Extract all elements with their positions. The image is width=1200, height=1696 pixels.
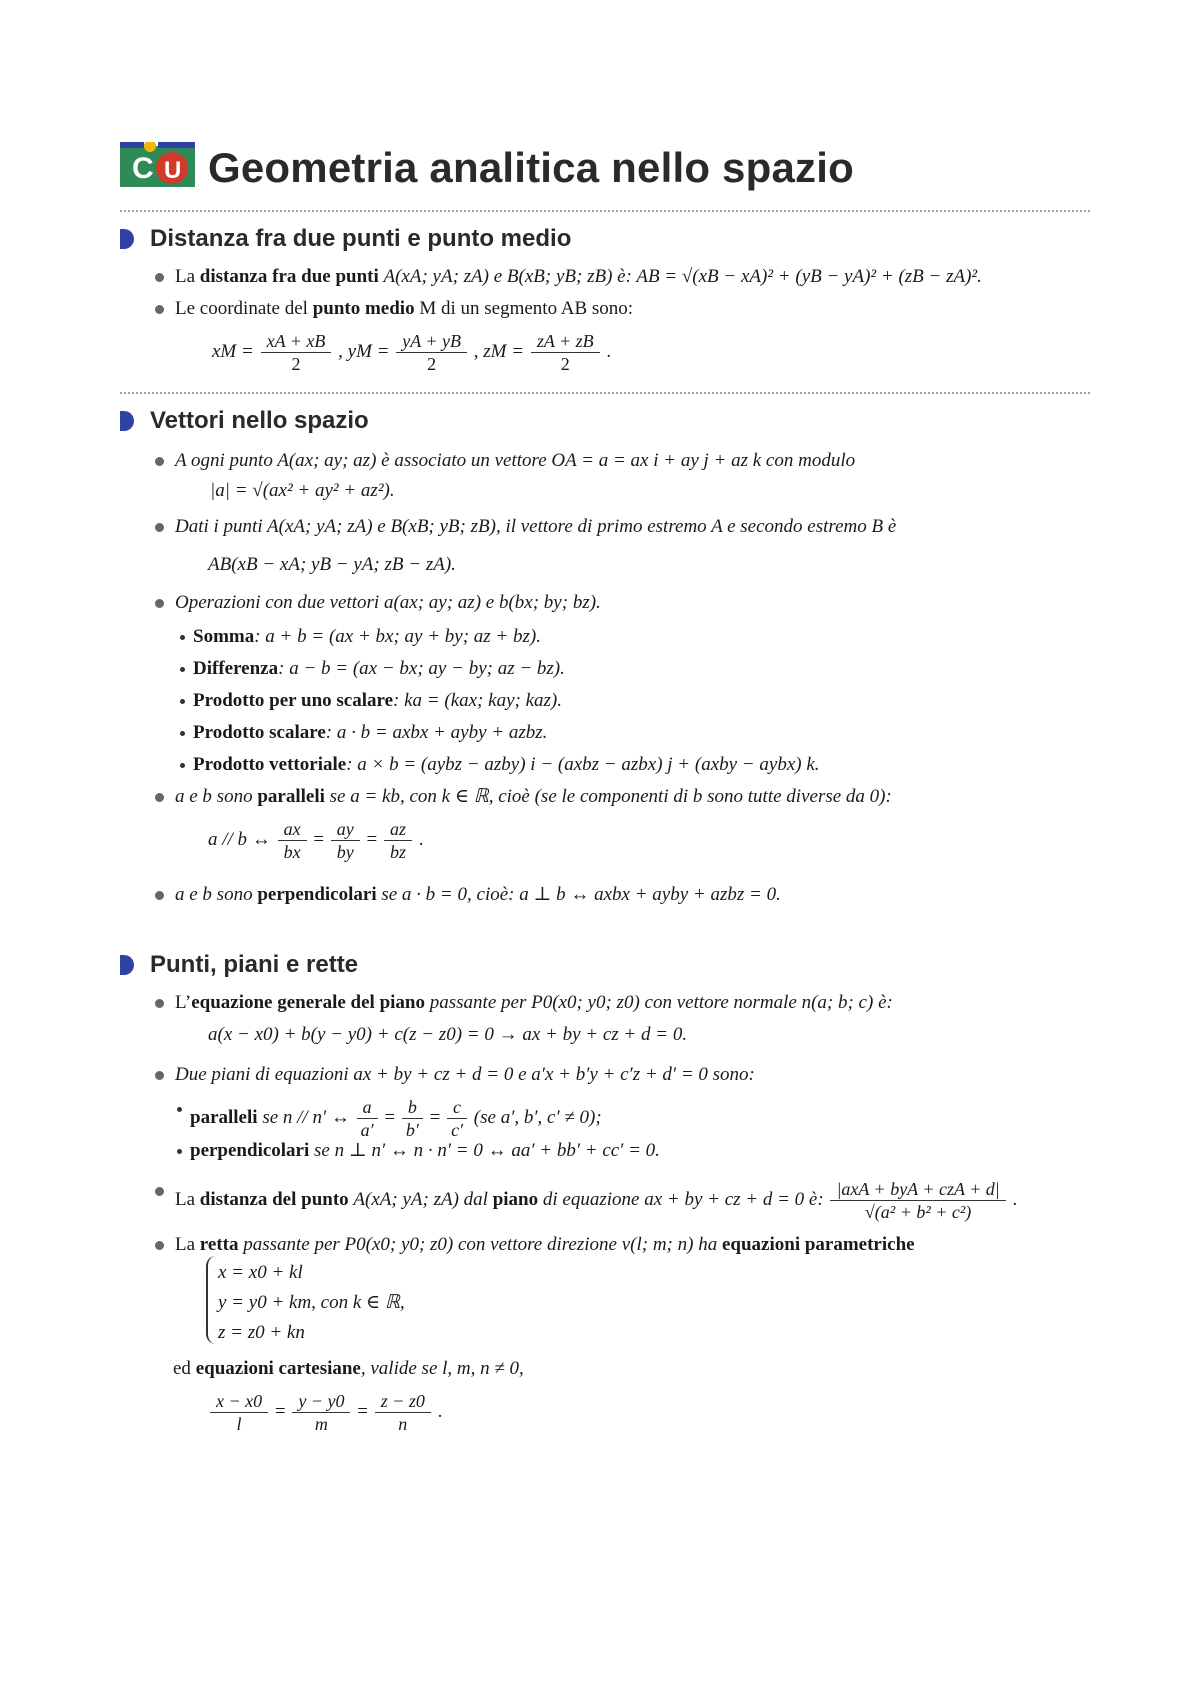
bullet-distanza: La distanza fra due punti A(xA; yA; zA) e B(xB; yB; zB) è: AB = √(xB − xA)² + (yB − yA)² + (zB − zA)². [175,264,982,290]
bullet-perpendicolari: a e b sono perpendicolari se a · b = 0, cioè: a ⊥ b ↔ axbx + ayby + azbz = 0. [175,882,781,908]
bullet-retta: La retta passante per P0(x0; y0; z0) con vettore direzione v(l; m; n) ha equazioni parametriche [175,1232,915,1258]
section-marker-icon [120,411,134,431]
op-somma: Somma: a + b = (ax + bx; ay + by; az + bz). [193,624,541,650]
section-heading-vettori: Vettori nello spazio [120,406,369,436]
bullet-due-piani: Due piani di equazioni ax + by + cz + d = 0 e a′x + b′y + c′z + d′ = 0 sono: [175,1062,755,1088]
chapter-logo-icon [120,142,195,187]
section-marker-icon [120,955,134,975]
bullet-equazione-piano: L’equazione generale del piano passante per P0(x0; y0; z0) con vettore normale n(a; b; c) è: [175,990,893,1016]
bullet-punto-medio: Le coordinate del punto medio M di un segmento AB sono: [175,296,633,322]
formula-punto-medio: xM = $\frac{xA + xB}{2}$ , yM = $\frac{yA + yB}{2}$ , zM = $\frac{zA + zB}{2}$ . [212,331,612,374]
op-differenza: Differenza: a − b = (ax − bx; ay − by; az − bz). [193,656,565,682]
svg-text:U: U [164,157,182,184]
divider [120,392,1090,394]
section-marker-icon [120,229,134,249]
svg-text:C: C [132,152,154,185]
piani-paralleli: paralleli se n // n′ ↔ $\frac{a}{a'}$ = $\frac{b}{b'}$ = $\frac{c}{c'}$ (se a′, b′, c′ ≠ 0); [190,1097,602,1140]
sistema-riga-1: x = x0 + kl [218,1262,303,1283]
divider [120,210,1090,212]
bullet-distanza-punto-piano: La distanza del punto A(xA; yA; zA) dal piano di equazione ax + by + cz + d = 0 è: $\frac{\text{|axA + byA + czA + d|}}{\text{√(a² + b² + c²)}}$ . [175,1179,1018,1222]
sistema-riga-2: y = y0 + km, con k ∈ ℝ, [218,1292,405,1313]
system-brace [206,1256,216,1344]
sistema-riga-3: z = z0 + kn [218,1322,305,1343]
op-prodotto-vettoriale: Prodotto vettoriale: a × b = (aybz − azby) i − (axbz − azbx) j + (axby − aybx) k. [193,752,820,778]
section-heading-punti-piani-rette: Punti, piani e rette [120,950,358,980]
formula-vettore-ab: AB(xB − xA; yB − yA; zB − zA). [208,554,456,575]
piani-perpendicolari: perpendicolari se n ⊥ n′ ↔ n · n′ = 0 ↔ aa′ + bb′ + cc′ = 0. [190,1138,660,1164]
testo-equazioni-cartesiane: ed equazioni cartesiane, valide se l, m, n ≠ 0, [173,1358,524,1379]
bullet-vettore-associato: A ogni punto A(ax; ay; az) è associato un vettore OA = a = ax i + ay j + az k con modulo [175,448,855,474]
formula-modulo: |a| = √(ax² + ay² + az²). [210,480,395,501]
bullet-operazioni: Operazioni con due vettori a(ax; ay; az) e b(bx; by; bz). [175,590,601,616]
bullet-vettore-ab: Dati i punti A(xA; yA; zA) e B(xB; yB; zB), il vettore di primo estremo A e secondo estremo B è [175,514,896,540]
op-prodotto-scalare: Prodotto scalare: a · b = axbx + ayby + azbz. [193,720,547,746]
page-title: Geometria analitica nello spazio [208,144,854,191]
op-prodotto-scalare-numero: Prodotto per uno scalare: ka = (kax; kay; kaz). [193,688,562,714]
formula-cartesiane: $\frac{x - x0}{l}$ = $\frac{y - y0}{m}$ = $\frac{z - z0}{n}$ . [208,1390,442,1435]
section-heading-distanza: Distanza fra due punti e punto medio [120,224,571,254]
formula-paralleli: a // b ↔ $\frac{ax}{bx}$ = $\frac{ay}{by}$ = $\frac{az}{bz}$ . [208,819,424,862]
bullet-paralleli: a e b sono paralleli se a = kb, con k ∈ ℝ, cioè (se le componenti di b sono tutte diverse da 0): [175,784,892,810]
formula-equazione-piano: a(x − x0) + b(y − y0) + c(z − z0) = 0 → ax + by + cz + d = 0. [208,1024,688,1045]
